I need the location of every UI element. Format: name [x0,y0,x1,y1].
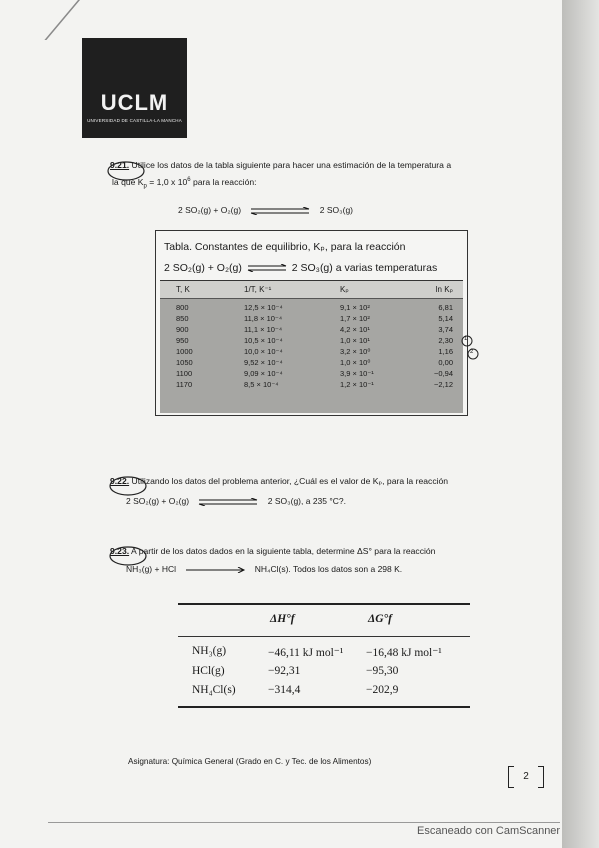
subscript: p [143,183,147,190]
kp-table-header-row [160,280,463,299]
cell-enthalpy: −92,31 [268,665,301,677]
col-header-enthalpy: ΔH°f [270,613,295,625]
cell-kp: 9,1 × 10² [340,303,370,312]
cell-inverse-temperature: 11,1 × 10⁻⁴ [244,325,283,334]
cell-temperature: 900 [176,325,189,334]
problem-text: para la reacción: [190,176,257,187]
problem-text: Utilice los datos de la tabla siguiente para hacer una estimación de la temperatura a [131,160,452,170]
table-row [160,379,463,390]
kp-table-title [164,237,464,279]
problem-text: Utilizando los datos del problema anterior, ¿Cuál es el valor de Kₚ, para la reacción [131,476,449,486]
col-header-inverse-temperature: 1/T, K⁻¹ [244,285,272,294]
col-header-ln-kp: ln Kₚ [435,285,453,294]
cell-kp: 1,2 × 10⁻¹ [340,380,374,389]
page-number-value: 2 [523,771,529,782]
col-header-temperature: T, K [176,285,190,294]
kp-table-figure [155,230,468,416]
title-reactants: 2 SO₂(g) + O₂(g) [164,262,242,274]
table-row [160,302,463,313]
page-shadow-edge [562,0,599,848]
table-row [160,368,463,379]
problem-number: 9.23. [110,546,130,556]
bracket-right [538,766,544,788]
handwritten-annotation-marks [453,333,483,363]
page-number [506,766,546,788]
reactants: 2 SO₂(g) + O₂(g) [178,205,242,215]
problem-text: A partir de los datos dados en la siguiente tabla, determine ΔS° para la reacción [131,546,436,556]
col-header-kp: Kₚ [340,285,349,294]
table-rule [178,706,470,708]
problem-9-22 [110,474,520,489]
kp-table-body [160,280,463,413]
cell-temperature: 1100 [176,369,193,378]
bracket-left [508,766,514,788]
cell-inverse-temperature: 12,5 × 10⁻⁴ [244,303,283,312]
cell-ln-kp: 6,81 [438,303,453,312]
cell-species: NH₄Cl(s) [192,684,236,696]
cell-enthalpy: −46,11 kJ mol⁻¹ [268,647,344,659]
products: 2 SO₃(g), a 235 °C?. [267,496,346,506]
cell-kp: 1,7 × 10² [340,314,370,323]
problem-number: 9.21. [110,160,130,170]
cell-species: NH₃(g) [192,645,227,657]
cell-inverse-temperature: 10,5 × 10⁻⁴ [244,336,283,345]
products: 2 SO₃(g) [319,205,354,215]
equation-9-22 [126,496,346,506]
problem-9-21-line2 [110,173,505,195]
cell-temperature: 1050 [176,358,193,367]
table-row [160,357,463,368]
cell-inverse-temperature: 8,5 × 10⁻⁴ [244,380,279,389]
problem-9-21-line1 [110,158,505,173]
kp-table-title-line1: Tabla. Constantes de equilibrio, Kₚ, para la reacción [164,241,406,253]
cell-ln-kp: 3,74 [438,325,453,334]
problem-text: la que K [112,176,144,187]
cell-inverse-temperature: 9,09 × 10⁻⁴ [244,369,283,378]
cell-temperature: 800 [176,303,189,312]
cell-gibbs: −16,48 kJ mol⁻¹ [366,647,442,659]
cell-species: HCl(g) [192,665,225,677]
footer-subject: Asignatura: Química General (Grado en C. y Tec. de los Alimentos) [128,757,372,766]
cell-kp: 1,0 × 10¹ [340,336,370,345]
problem-text: = 1,0 x 10 [146,176,188,187]
reaction-arrow-icon [184,567,246,573]
table-row [160,346,463,357]
equilibrium-arrow-icon [249,207,311,215]
cell-kp: 3,2 × 10⁰ [340,347,371,356]
equation-9-21 [178,205,353,215]
cell-kp: 3,9 × 10⁻¹ [340,369,374,378]
cell-ln-kp: 1,16 [438,347,453,356]
cell-temperature: 1170 [176,380,193,389]
cell-gibbs: −95,30 [366,665,399,677]
footer-divider [48,822,560,823]
pen-circle-mark [106,160,146,182]
table-row [160,324,463,335]
cell-temperature: 950 [176,336,189,345]
cell-inverse-temperature: 9,52 × 10⁻⁴ [244,358,283,367]
cell-inverse-temperature: 10,0 × 10⁻⁴ [244,347,283,356]
annotation-number: 2 [470,349,474,355]
thermo-data-table [178,603,470,708]
cell-ln-kp: 5,14 [438,314,453,323]
superscript: 6 [187,177,191,183]
scanner-watermark: Escaneado con CamScanner [417,825,561,837]
cell-enthalpy: −314,4 [268,684,301,696]
table-row [160,313,463,324]
reactants: 2 SO₂(g) + O₂(g) [126,496,190,506]
table-rule [178,636,470,637]
cell-temperature: 850 [176,314,189,323]
cell-temperature: 1000 [176,347,193,356]
logo-wordmark: UCLM [100,90,169,115]
cell-ln-kp: 2,30 [438,336,453,345]
logo-university-name: UNIVERSIDAD DE CASTILLA-LA MANCHA [87,118,182,123]
products: NH₄Cl(s). Todos los datos son a 298 K. [254,564,403,574]
annotation-number: 1 [464,336,468,342]
table-rule [178,603,470,605]
equilibrium-arrow-icon [197,498,259,506]
table-row [160,335,463,346]
problem-9-23 [110,544,520,559]
equilibrium-arrow-icon [247,264,287,272]
pen-circle-mark [108,475,148,497]
problem-9-21 [110,158,505,195]
uclm-logo [82,38,187,138]
cell-ln-kp: −2,12 [434,380,453,389]
problem-number: 9.22. [110,476,130,486]
cell-ln-kp: 0,00 [438,358,453,367]
cell-kp: 4,2 × 10¹ [340,325,370,334]
kp-table-title-line2 [164,258,464,279]
title-products: 2 SO₃(g) a varias temperaturas [291,262,438,274]
reactants: NH₃(g) + HCl [126,564,176,574]
equation-9-23 [126,564,402,574]
cell-ln-kp: −0,94 [434,369,453,378]
col-header-gibbs: ΔG°f [368,613,392,625]
cell-inverse-temperature: 11,8 × 10⁻⁴ [244,314,283,323]
cell-kp: 1,0 × 10⁰ [340,358,371,367]
cell-gibbs: −202,9 [366,684,399,696]
